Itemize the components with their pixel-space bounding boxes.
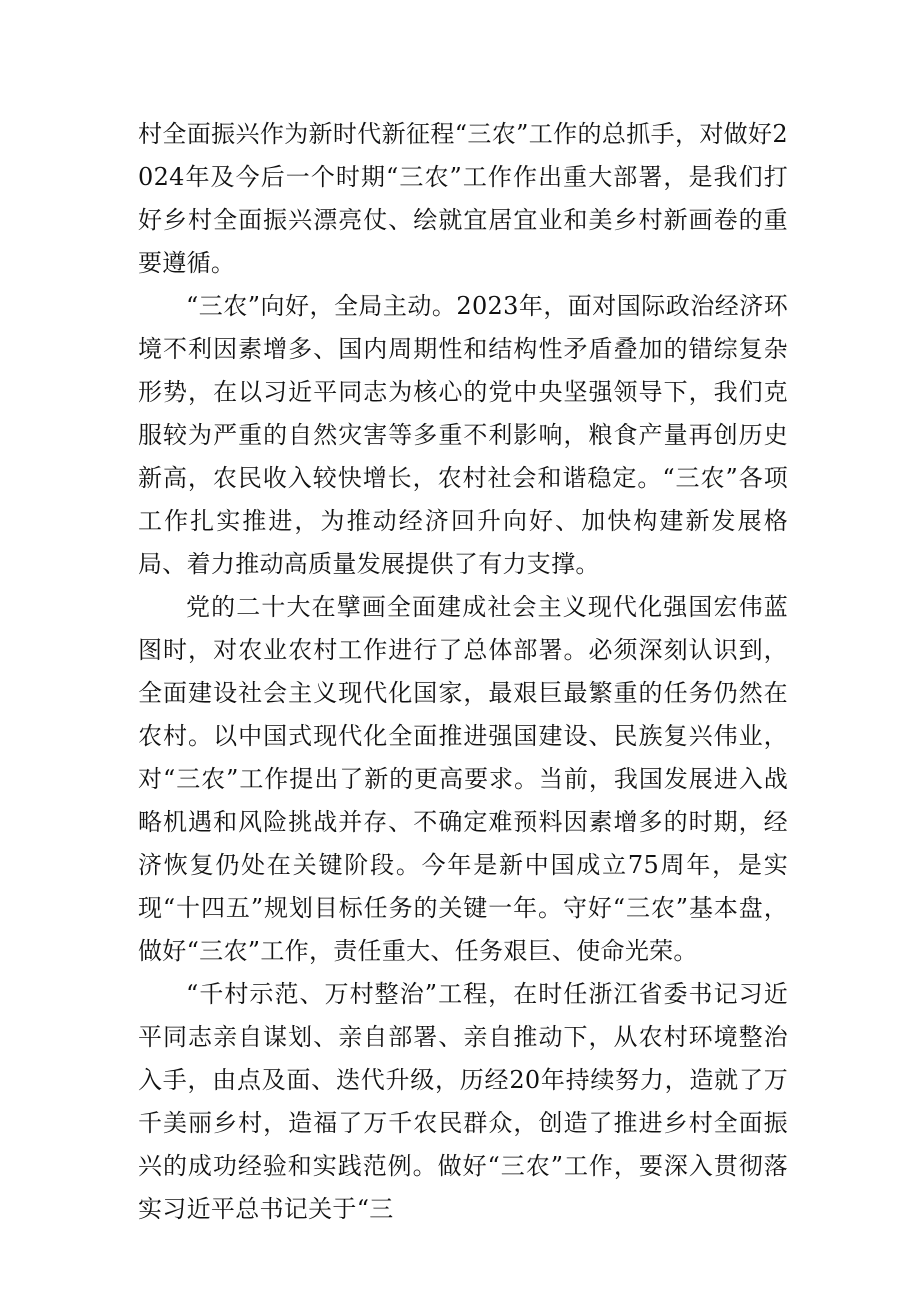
paragraph-2: “三农”向好，全局主动。2023年，面对国际政治经济环境不利因素增多、国内周期性和结构性矛盾叠加的错综复杂形势，在以习近平同志为核心的党中央坚强领导下，我们克服较为严重的自然灾害等多重不利影响，粮食产量再创历史新高，农民收入较快增长，农村社会和谐稳定。“三农”各项工作扎实推进，为推动经济回升向好、加快构建新发展格局、着力推动高质量发展提供了有力支撑。 [138,292,788,578]
paragraph-1: 村全面振兴作为新时代新征程“三农”工作的总抓手，对做好2024年及今后一个时期“三农”工作作出重大部署，是我们打好乡村全面振兴漂亮仗、绘就宜居宜业和美乡村新画卷的重要遵循。 [138,120,788,277]
paragraph-4: “千村示范、万村整治”工程，在时任浙江省委书记习近平同志亲自谋划、亲自部署、亲自推动下，从农村环境整治入手，由点及面、迭代升级，历经20年持续努力，造就了万千美丽乡村，造福了万千农民群众，创造了推进乡村全面振兴的成功经验和实践范例。做好“三农”工作，要深入贯彻落实习近平总书记关于“三 [138,980,788,1223]
document-body [138,113,788,1231]
paragraph-3: 党的二十大在擘画全面建成社会主义现代化强国宏伟蓝图时，对农业农村工作进行了总体部署。必须深刻认识到，全面建设社会主义现代化国家，最艰巨最繁重的任务仍然在农村。以中国式现代化全面推进强国建设、民族复兴伟业，对“三农”工作提出了新的更高要求。当前，我国发展进入战略机遇和风险挑战并存、不确定难预料因素增多的时期，经济恢复仍处在关键阶段。今年是新中国成立75周年，是实现“十四五”规划目标任务的关键一年。守好“三农”基本盘，做好“三农”工作，责任重大、任务艰巨、使命光荣。 [138,593,788,965]
